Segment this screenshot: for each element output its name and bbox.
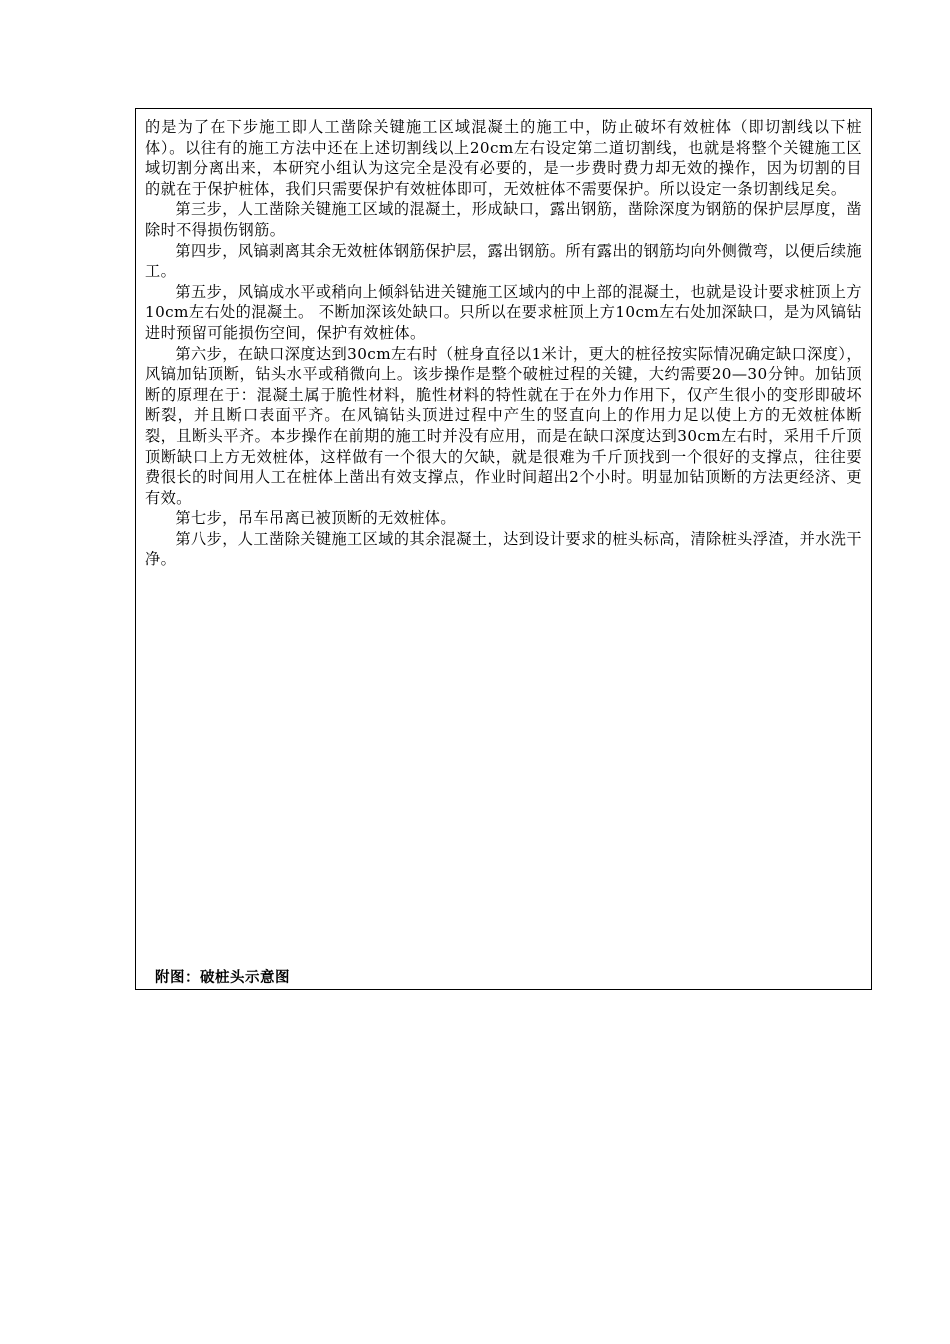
paragraph-step-7: 第七步，吊车吊离已被顶断的无效桩体。: [175, 509, 456, 528]
paragraph-step-4: 第四步，风镐剥离其余无效桩体钢筋保护层，露出钢筋。所有露出的钢筋均向外侧微弯，以便后续施工。: [145, 241, 862, 281]
paragraph-step-5: 第五步，风镐成水平或稍向上倾斜钻进关键施工区域内的中上部的混凝土，也就是设计要求桩顶上方10cm左右处的混凝土。 不断加深该处缺口。只所以在要求桩顶上方10cm左右处加深缺口，是为风镐钻进时预留可能损伤空间，保护有效桩体。: [145, 282, 862, 342]
figure-caption: 附图：破桩头示意图: [155, 970, 290, 986]
document-body: [145, 117, 862, 570]
paragraph-intro: 的是为了在下步施工即人工凿除关键施工区域混凝土的施工中，防止破坏有效桩体（即切割线以下桩体）。以往有的施工方法中还在上述切割线以上20cm左右设定第二道切割线，也就是将整个关键施工区域切割分离出来，本研究小组认为这完全是没有必要的，是一步费时费力却无效的操作，因为切割的目的就在于保护桩体，我们只需要保护有效桩体即可，无效桩体不需要保护。所以设定一条切割线足矣。: [145, 118, 862, 198]
document-table-cell: [135, 108, 872, 990]
paragraph-step-6: 第六步，在缺口深度达到30cm左右时（桩身直径以1米计，更大的桩径按实际情况确定缺口深度），风镐加钻顶断，钻头水平或稍微向上。该步操作是整个破桩过程的关键，大约需要20—30分钟。加钻顶断的原理在于：混凝土属于脆性材料，脆性材料的特性就在于在外力作用下，仅产生很小的变形即破坏断裂，并且断口表面平齐。在风镐钻头顶进过程中产生的竖直向上的作用力足以使上方的无效桩体断裂，且断头平齐。本步操作在前期的施工时并没有应用，而是在缺口深度达到30cm左右时，采用千斤顶顶断缺口上方无效桩体，这样做有一个很大的欠缺，就是很难为千斤顶找到一个很好的支撑点，往往要费很长的时间用人工在桩体上凿出有效支撑点，作业时间超出2个小时。明显加钻顶断的方法更经济、更有效。: [145, 344, 862, 507]
paragraph-step-3: 第三步，人工凿除关键施工区域的混凝土，形成缺口，露出钢筋，凿除深度为钢筋的保护层厚度，凿除时不得损伤钢筋。: [145, 200, 862, 239]
paragraph-step-8: 第八步，人工凿除关键施工区域的其余混凝土，达到设计要求的桩头标高，清除桩头浮渣，并水洗干净。: [145, 529, 862, 569]
